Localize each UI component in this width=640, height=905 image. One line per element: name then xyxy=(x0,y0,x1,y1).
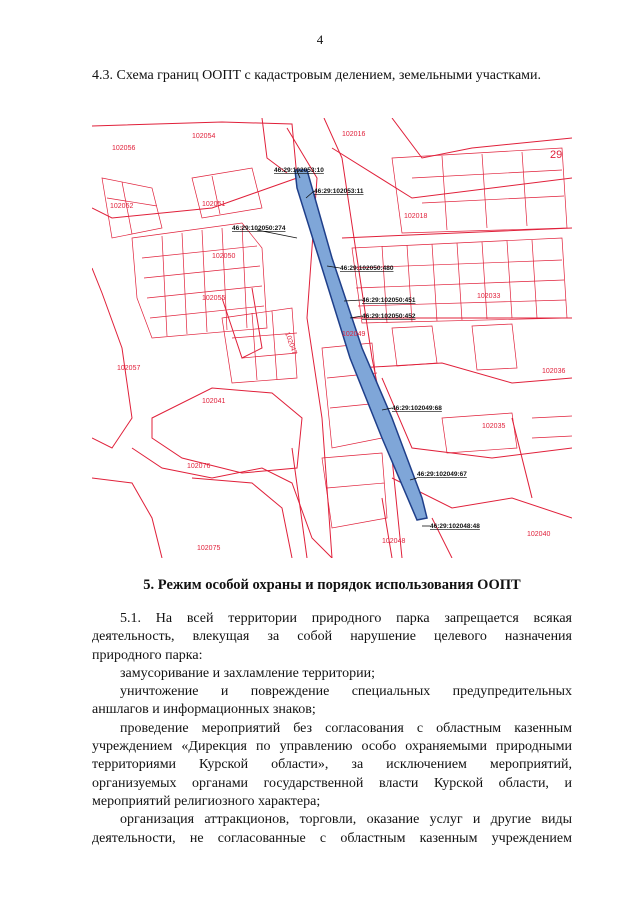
parcel-callout: 46:29:102050:451 xyxy=(362,297,416,304)
paragraph-line: природного парка: xyxy=(92,647,203,663)
section-4-3-heading: 4.3. Схема границ ООПТ с кадастровым делением, земельными участками. xyxy=(92,68,542,83)
quarter-label: 102054 xyxy=(192,133,216,140)
quarter-label: 102050 xyxy=(212,253,236,260)
quarter-label: 102051 xyxy=(202,201,226,208)
paragraph-line: проведение мероприятий без согласования с областным казенным xyxy=(120,720,572,736)
cadastral-map xyxy=(92,118,572,558)
page-number: 4 xyxy=(316,32,324,47)
quarter-label: 29 xyxy=(550,149,563,161)
quarter-label: 102075 xyxy=(197,545,221,552)
paragraph-line: организация аттракционов, торговли, оказание услуг и другие виды xyxy=(120,812,572,828)
paragraph-line: деятельности, не согласованные с областным казенным учреждением xyxy=(92,830,572,846)
paragraph-line: уничтожение и повреждение специальных предупредительных xyxy=(120,684,572,700)
paragraph-line: территориями Курской области», за исключением мероприятий, xyxy=(92,757,572,773)
section-5-title: 5. Режим особой охраны и порядок использования ООПТ xyxy=(143,577,521,593)
paragraph-line: мероприятий религиозного характера; xyxy=(92,793,321,809)
parcel-callout: 46:29:102053:10 xyxy=(274,167,324,174)
quarter-label: 102033 xyxy=(477,293,501,300)
quarter-label: 102057 xyxy=(117,365,141,372)
parcel-callout: 46:29:102049:67 xyxy=(417,471,467,478)
parcel-callout: 46:29:102050:274 xyxy=(232,225,286,232)
paragraph-line: 5.1. На всей территории природного парка запрещается всякая xyxy=(120,611,572,626)
quarter-label: 102016 xyxy=(342,131,366,138)
paragraph-line: деятельность, влекущая за собой нарушение целевого назначения xyxy=(92,629,572,645)
paragraph-line: аншлагов и информационных знаков; xyxy=(92,702,316,718)
quarter-label: 102049 xyxy=(342,331,366,338)
quarter-label: 102041 xyxy=(202,398,226,405)
paragraph-line: учреждением «Дирекция по управлению особо охраняемыми природными xyxy=(92,739,572,755)
park-boundary-strip xyxy=(295,170,427,520)
body-text xyxy=(92,610,572,848)
parcel-callout: 46:29:102050:452 xyxy=(362,313,416,320)
quarter-label: 102056 xyxy=(112,145,136,152)
parcel-callout: 46:29:102049:68 xyxy=(392,405,442,412)
quarter-label: 102048 xyxy=(382,538,406,545)
quarter-label: 102036 xyxy=(542,368,566,375)
quarter-label: 102040 xyxy=(527,531,551,538)
quarter-label: 102055 xyxy=(202,295,226,302)
quarter-label: 102076 xyxy=(187,463,211,470)
quarter-label: 102047 xyxy=(283,331,298,356)
paragraph-line: организуемых органами государственной власти Курской области, и xyxy=(92,775,572,791)
quarter-label: 102052 xyxy=(110,203,134,210)
parcel-callout: 46:29:102053:11 xyxy=(314,188,364,195)
cadastral-map-svg xyxy=(92,118,572,558)
parcel-callout: 46:29:102050:480 xyxy=(340,265,394,272)
paragraph-line: замусоривание и захламление территории; xyxy=(120,665,375,681)
quarter-label: 102018 xyxy=(404,213,428,220)
quarter-label: 102035 xyxy=(482,423,506,430)
parcel-callout: 46:29:102048:48 xyxy=(430,523,480,530)
